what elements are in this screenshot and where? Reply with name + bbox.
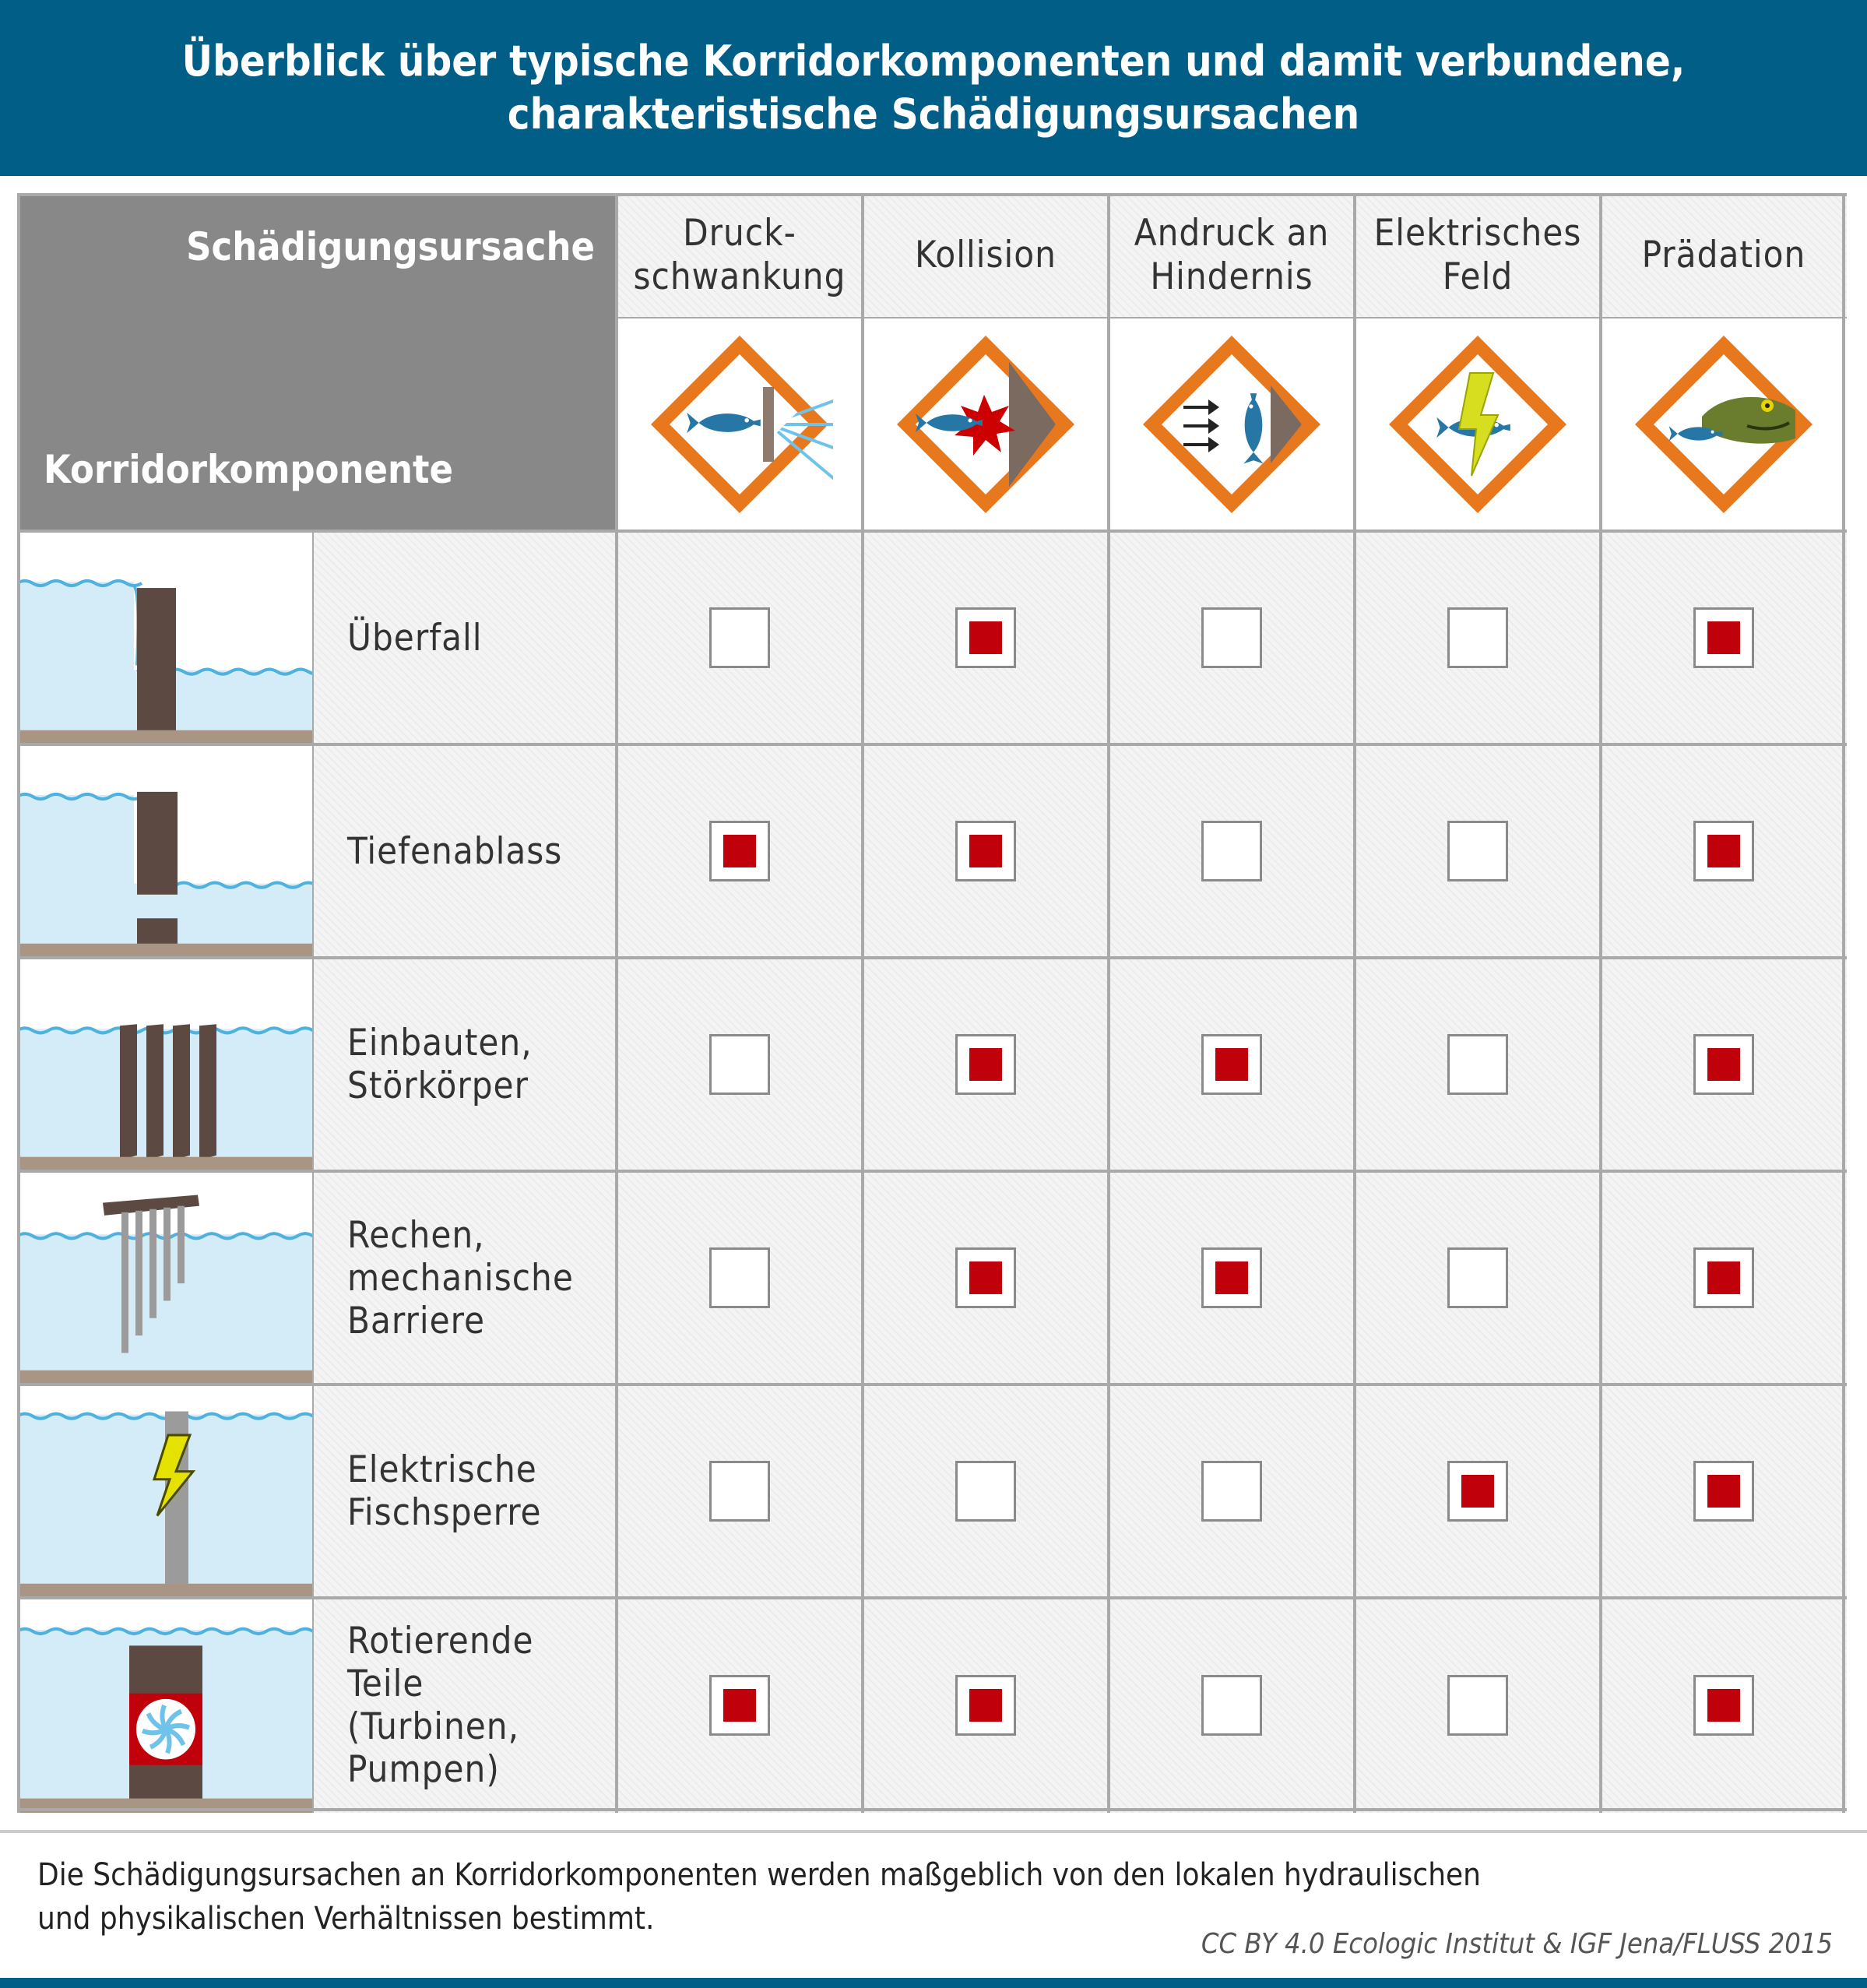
matrix-cell	[1109, 1171, 1355, 1385]
grid-line-vertical	[1107, 193, 1110, 1813]
column-header-4	[1355, 193, 1601, 318]
matrix-cell	[863, 1171, 1109, 1385]
matrix-cell	[1601, 531, 1847, 744]
mark-fill	[723, 835, 756, 867]
marked-checkbox	[709, 821, 770, 881]
turbine-illustration	[17, 1598, 313, 1813]
matrix-cell	[1109, 744, 1355, 958]
column-header-5	[1601, 193, 1847, 318]
column-header-1	[617, 193, 863, 318]
overflow-weir-illustration	[17, 531, 313, 744]
empty-checkbox	[1201, 821, 1262, 881]
row-label-text: Elektrische Fischsperre	[347, 1448, 542, 1534]
empty-checkbox	[1201, 1675, 1262, 1736]
marked-checkbox	[1693, 821, 1754, 881]
matrix-cell	[863, 1598, 1109, 1813]
matrix-cell	[1355, 531, 1601, 744]
matrix-cell	[1355, 744, 1601, 958]
matrix-cell	[1109, 1598, 1355, 1813]
marked-checkbox	[1201, 1247, 1262, 1308]
matrix-cell	[863, 958, 1109, 1171]
footnote: Die Schädigungsursachen an Korridorkomponenten werden maßgeblich von den lokalen hydraulischen und physikalischen Verhältnissen bestimmt.	[37, 1857, 1481, 1937]
row-label-6	[313, 1598, 617, 1813]
marked-checkbox	[1693, 1034, 1754, 1095]
matrix-cell	[1109, 531, 1355, 744]
column-header-2	[863, 193, 1109, 318]
rack-barrier-illustration	[17, 1171, 313, 1385]
matrix-cell	[1355, 1171, 1601, 1385]
matrix-cell	[863, 1385, 1109, 1598]
empty-checkbox	[709, 1034, 770, 1095]
mark-fill	[969, 1261, 1002, 1294]
grid-line-horizontal	[17, 1596, 1847, 1599]
empty-checkbox	[1447, 607, 1508, 668]
marked-checkbox	[955, 821, 1016, 881]
row-label-4	[313, 1171, 617, 1385]
grid-line-horizontal	[17, 743, 1847, 746]
cause-axis-label: Schädigungsursache	[186, 224, 595, 269]
marked-checkbox	[709, 1675, 770, 1736]
row-label-1	[313, 531, 617, 744]
mark-fill	[1215, 1261, 1248, 1294]
empty-checkbox	[1201, 607, 1262, 668]
empty-checkbox	[1447, 821, 1508, 881]
matrix-cell	[1109, 958, 1355, 1171]
matrix-cell	[617, 531, 863, 744]
predation-icon	[1601, 318, 1847, 531]
grid-line-horizontal	[617, 317, 1847, 318]
grid-line-horizontal	[17, 1383, 1847, 1386]
component-axis-label: Korridorkomponente	[44, 447, 454, 492]
mark-fill	[723, 1689, 756, 1722]
grid-line-vertical	[1353, 193, 1356, 1813]
matrix-cell	[863, 744, 1109, 958]
column-header-3	[1109, 193, 1355, 318]
row-label-text: Tiefenablass	[347, 829, 563, 873]
marked-checkbox	[1693, 607, 1754, 668]
mark-fill	[969, 835, 1002, 867]
marked-checkbox	[1201, 1034, 1262, 1095]
matrix-table	[17, 193, 1847, 1813]
empty-checkbox	[1447, 1034, 1508, 1095]
mark-fill	[1707, 621, 1740, 654]
matrix-cell	[617, 1598, 863, 1813]
mark-fill	[1707, 1261, 1740, 1294]
bottom-outlet-illustration	[17, 744, 313, 958]
grid-line-vertical	[861, 193, 864, 1813]
electric-field-icon	[1355, 318, 1601, 531]
row-label-text: Einbauten, Störkörper	[347, 1022, 533, 1107]
row-label-2	[313, 744, 617, 958]
grid-line-vertical	[1599, 193, 1602, 1813]
empty-checkbox	[709, 1247, 770, 1308]
grid-line-horizontal	[17, 956, 1847, 959]
empty-checkbox	[1447, 1675, 1508, 1736]
impingement-icon	[1109, 318, 1355, 531]
grid-line-horizontal	[17, 193, 1847, 196]
grid-line-vertical	[615, 193, 618, 1813]
mark-fill	[1707, 1048, 1740, 1081]
grid-line-vertical	[17, 193, 20, 1813]
marked-checkbox	[1693, 1247, 1754, 1308]
grid-line-horizontal	[17, 530, 1847, 533]
marked-checkbox	[955, 1247, 1016, 1308]
empty-checkbox	[709, 607, 770, 668]
matrix-cell	[1601, 958, 1847, 1171]
marked-checkbox	[955, 1034, 1016, 1095]
grid-line-vertical	[1842, 193, 1845, 1813]
matrix-cell	[1601, 1598, 1847, 1813]
corner-header	[17, 193, 617, 531]
column-header-label: Elektrisches Feld	[1373, 212, 1582, 298]
installations-illustration	[17, 958, 313, 1171]
mark-fill	[1461, 1475, 1494, 1508]
matrix-cell	[617, 744, 863, 958]
column-header-label: Andruck an Hindernis	[1134, 212, 1330, 298]
grid-line-horizontal	[17, 1170, 1847, 1173]
row-label-5	[313, 1385, 617, 1598]
row-label-text: Rechen, mechanische Barriere	[347, 1213, 574, 1342]
matrix-cell	[1601, 1171, 1847, 1385]
grid-line-horizontal	[17, 1808, 1847, 1811]
page-title-line-1: Überblick über typische Korridorkomponenten und damit verbundene,	[181, 37, 1686, 86]
empty-checkbox	[1447, 1247, 1508, 1308]
marked-checkbox	[1693, 1675, 1754, 1736]
mark-fill	[1707, 835, 1740, 867]
matrix-cell	[617, 958, 863, 1171]
row-label-text: Überfall	[347, 616, 483, 660]
column-header-label: Prädation	[1641, 234, 1806, 276]
electric-fish-barrier-illustration	[17, 1385, 313, 1598]
collision-icon	[863, 318, 1109, 531]
matrix-cell	[1601, 744, 1847, 958]
matrix-cell	[617, 1171, 863, 1385]
matrix-cell	[863, 531, 1109, 744]
row-label-3	[313, 958, 617, 1171]
mark-fill	[969, 1689, 1002, 1722]
matrix-cell	[1601, 1385, 1847, 1598]
pressure-fluctuation-icon	[617, 318, 863, 531]
marked-checkbox	[1693, 1461, 1754, 1522]
matrix-cell	[1355, 1385, 1601, 1598]
empty-checkbox	[955, 1461, 1016, 1522]
footer-divider	[0, 1830, 1867, 1833]
matrix-cell	[1355, 1598, 1601, 1813]
mark-fill	[969, 621, 1002, 654]
mark-fill	[1707, 1689, 1740, 1722]
matrix-cell	[1355, 958, 1601, 1171]
mark-fill	[1215, 1048, 1248, 1081]
column-header-label: Kollision	[915, 234, 1057, 276]
marked-checkbox	[955, 607, 1016, 668]
empty-checkbox	[709, 1461, 770, 1522]
page-title-line-2: charakteristische Schädigungsursachen	[507, 90, 1360, 139]
title-banner	[0, 0, 1867, 176]
bottom-bar	[0, 1978, 1867, 1988]
empty-checkbox	[1201, 1461, 1262, 1522]
mark-fill	[969, 1048, 1002, 1081]
marked-checkbox	[955, 1675, 1016, 1736]
column-header-label: Druck- schwankung	[633, 212, 846, 298]
marked-checkbox	[1447, 1461, 1508, 1522]
matrix-cell	[1109, 1385, 1355, 1598]
row-label-text: Rotierende Teile (Turbinen, Pumpen)	[347, 1620, 534, 1791]
matrix-cell	[617, 1385, 863, 1598]
credit-line: CC BY 4.0 Ecologic Institut & IGF Jena/FLUSS 2015	[1201, 1928, 1833, 1960]
mark-fill	[1707, 1475, 1740, 1508]
